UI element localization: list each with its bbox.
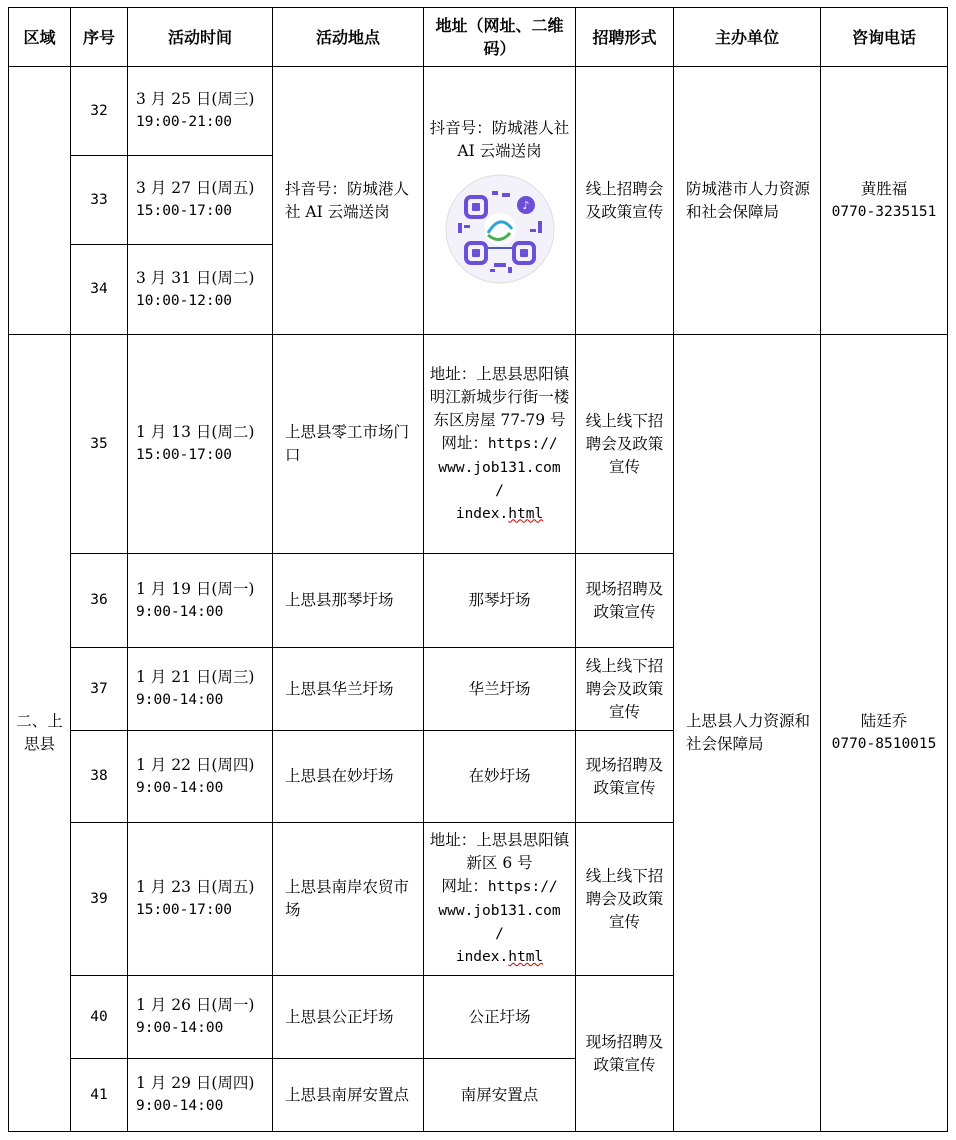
activity-time: [128, 648, 273, 731]
table-row: [9, 335, 948, 554]
activity-hours: 9:00-14:00: [136, 692, 224, 708]
header-form: 招聘形式: [576, 8, 674, 67]
douyin-qr-code-icon: [444, 173, 556, 285]
activity-date: 1 月 13 日(周二): [136, 423, 255, 441]
activity-hours: 9:00-14:00: [136, 603, 224, 620]
header-region: 区域: [9, 8, 71, 67]
activity-time: [128, 67, 273, 156]
activity-date: 1 月 23 日(周五): [136, 878, 255, 896]
activity-hours: 19:00-21:00: [136, 114, 233, 130]
activity-time: [128, 976, 273, 1059]
activity-hours: 9:00-14:00: [136, 779, 224, 796]
address-cell: 公正圩场: [424, 976, 576, 1059]
address-cell: 南屏安置点: [424, 1059, 576, 1132]
header-time: 活动时间: [128, 8, 273, 67]
address-cell: 那琴圩场: [424, 554, 576, 648]
address-cell: [424, 335, 576, 554]
header-phone: 咨询电话: [821, 8, 948, 67]
venue-cell: 上思县公正圩场: [273, 976, 424, 1059]
activity-hours: 15:00-17:00: [136, 203, 233, 219]
venue-cell: 上思县零工市场门口: [273, 335, 424, 554]
address-cell: 华兰圩场: [424, 648, 576, 731]
header-host: 主办单位: [674, 8, 821, 67]
activity-date: 1 月 29 日(周四): [136, 1074, 255, 1092]
activity-hours: 9:00-14:00: [136, 1098, 224, 1114]
website-link-slash: /: [495, 926, 504, 942]
form-cell: 现场招聘及政策宣传: [576, 554, 674, 648]
activity-time: [128, 823, 273, 976]
url-line: [428, 875, 571, 899]
activity-date: 1 月 19 日(周一): [136, 579, 255, 598]
region-cell-empty: [9, 67, 71, 335]
header-address: 地址（网址、二维码）: [424, 8, 576, 67]
activity-date: 1 月 22 日(周四): [136, 755, 255, 774]
contact-phone: 0770-8510015: [831, 736, 937, 752]
url-line: [428, 432, 571, 456]
header-row: [9, 8, 948, 67]
address-cell: 在妙圩场: [424, 731, 576, 823]
region-cell: 二、上思县: [9, 335, 71, 1132]
website-link-part[interactable]: https://: [487, 435, 558, 452]
activity-time: [128, 554, 273, 648]
activity-time: [128, 731, 273, 823]
contact-phone: 0770-3235151: [831, 203, 937, 220]
activity-date: 1 月 21 日(周三): [136, 668, 255, 686]
activity-hours: 15:00-17:00: [136, 902, 233, 918]
activity-date: 3 月 31 日(周二): [136, 268, 255, 287]
row-index: 32: [71, 67, 128, 156]
activity-time: [128, 245, 273, 335]
row-index: 40: [71, 976, 128, 1059]
website-link-domain[interactable]: www.job131.com: [438, 459, 561, 476]
squiggle-text: html: [508, 949, 544, 965]
website-link-page: index.html: [455, 505, 544, 522]
address-text: 抖音号：防城港人社 AI 云端送岗: [429, 118, 570, 160]
address-cell: [424, 67, 576, 335]
row-index: 37: [71, 648, 128, 731]
form-cell: 线上线下招聘会及政策宣传: [576, 648, 674, 731]
contact-name: 黄胜福: [860, 179, 908, 198]
activity-time: [128, 156, 273, 245]
activity-time: [128, 335, 273, 554]
activity-hours: 10:00-12:00: [136, 292, 233, 309]
venue-cell: 上思县南岸农贸市场: [273, 823, 424, 976]
header-venue: 活动地点: [273, 8, 424, 67]
venue-cell: 抖音号：防城港人社 AI 云端送岗: [273, 67, 424, 335]
address-text: 地址：上思县思阳镇明江新城步行街一楼东区房屋 77-79 号: [429, 364, 570, 429]
venue-cell: 上思县那琴圩场: [273, 554, 424, 648]
address-cell: [424, 823, 576, 976]
venue-cell: 上思县华兰圩场: [273, 648, 424, 731]
activity-date: 3 月 27 日(周五): [136, 179, 255, 197]
row-index: 41: [71, 1059, 128, 1132]
row-index: 35: [71, 335, 128, 554]
venue-cell: 上思县南屏安置点: [273, 1059, 424, 1132]
form-cell: 线上线下招聘会及政策宣传: [576, 823, 674, 976]
venue-cell: 上思县在妙圩场: [273, 731, 424, 823]
activity-date: 1 月 26 日(周一): [136, 996, 255, 1014]
form-cell: 现场招聘及政策宣传: [576, 731, 674, 823]
row-index: 39: [71, 823, 128, 976]
row-index: 38: [71, 731, 128, 823]
form-cell: 线上招聘会及政策宣传: [576, 67, 674, 335]
host-cell: 上思县人力资源和社会保障局: [674, 335, 821, 1132]
svg-text:♪: ♪: [521, 198, 530, 212]
address-text: 地址：上思县思阳镇新区 6 号: [429, 831, 570, 872]
row-index: 34: [71, 245, 128, 335]
recruitment-schedule-table: [8, 7, 948, 1132]
phone-cell: [821, 335, 948, 1132]
header-index: 序号: [71, 8, 128, 67]
row-index: 33: [71, 156, 128, 245]
row-index: 36: [71, 554, 128, 648]
table-row: [9, 67, 948, 156]
host-cell: 防城港市人力资源和社会保障局: [674, 67, 821, 335]
activity-hours: 9:00-14:00: [136, 1020, 224, 1036]
website-link-part[interactable]: https://: [487, 879, 558, 895]
phone-cell: [821, 67, 948, 335]
squiggle-text: html: [508, 505, 544, 522]
contact-name: 陆廷乔: [860, 712, 908, 730]
url-label: 网址：: [441, 877, 488, 895]
form-cell: 现场招聘及政策宣传: [576, 976, 674, 1132]
website-link-page: index.html: [455, 949, 544, 965]
url-label: 网址：: [441, 433, 488, 452]
activity-date: 3 月 25 日(周三): [136, 90, 255, 108]
website-link-slash: /: [495, 482, 504, 499]
website-link-domain[interactable]: www.job131.com: [438, 903, 561, 919]
activity-time: [128, 1059, 273, 1132]
activity-hours: 15:00-17:00: [136, 447, 233, 463]
form-cell: 线上线下招聘会及政策宣传: [576, 335, 674, 554]
